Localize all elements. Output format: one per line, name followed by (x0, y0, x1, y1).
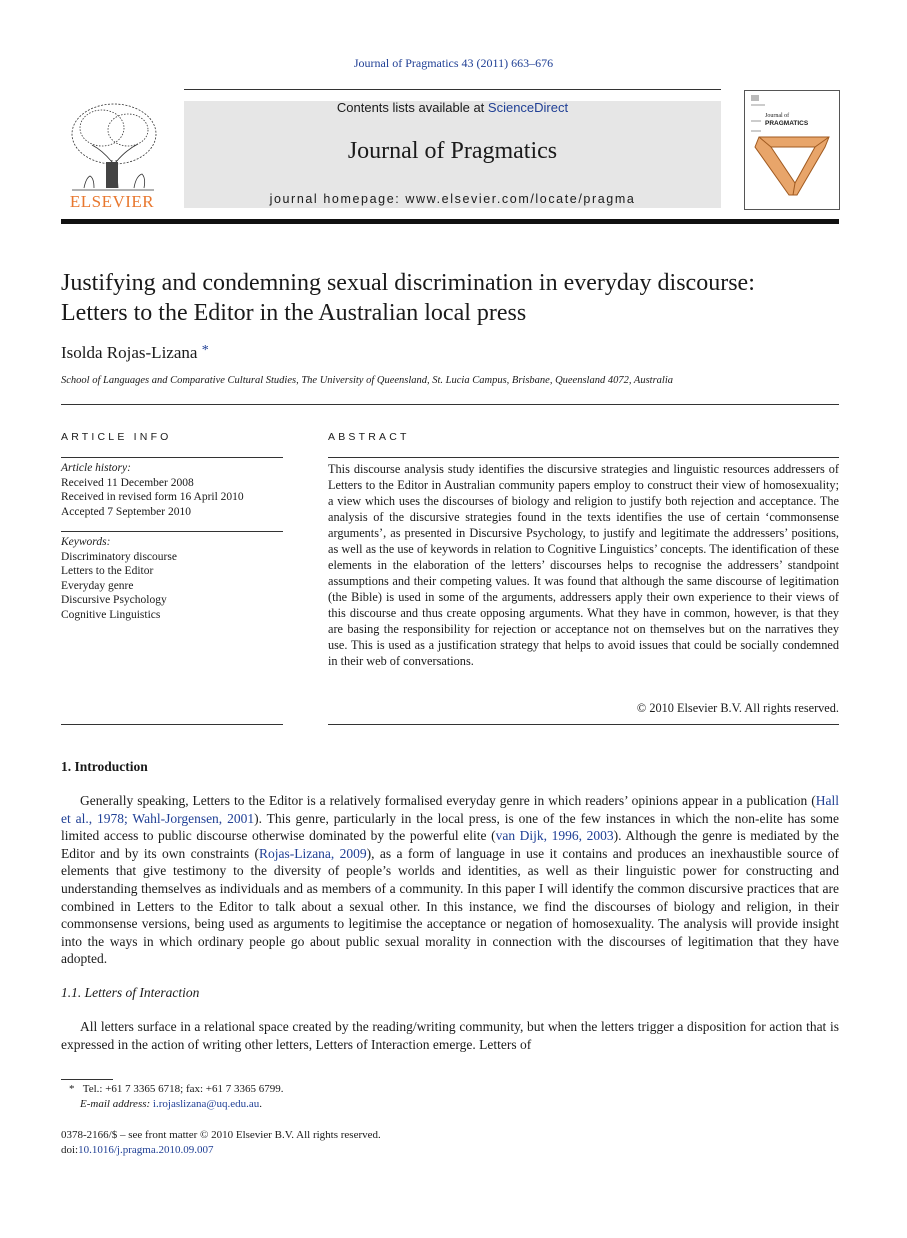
reference-link[interactable]: Rojas-Lizana, 2009 (258, 845, 367, 861)
intro-text: Generally speaking, Letters to the Editor is a relatively formalised everyday genre in which readers’ opinions appear in a publication ( (80, 793, 816, 808)
letters-paragraph (61, 1018, 839, 1053)
abstract-rule-bottom (328, 724, 839, 725)
letters-text: All letters surface in a relational space created by the reading/writing community, but when the letters trigger a disposition for action that is expressed in the action of writing other letters, Letters of Interaction emerge. Letters of (61, 1019, 839, 1052)
reference-link[interactable]: van Dijk, 1996, 2003 (495, 828, 614, 844)
author-affiliation: School of Languages and Comparative Cultural Studies, The University of Queensland, St. Lucia Campus, Brisbane, Queensland 4072, Australia (61, 375, 673, 386)
keywords-label: Keywords: (61, 536, 111, 548)
history-label: Article history: (61, 462, 131, 474)
footnote-tel: Tel.: +61 7 3365 6718; fax: +61 7 3365 6799. (82, 1083, 284, 1095)
header-top-rule (184, 89, 721, 90)
history-received: Received 11 December 2008 (61, 476, 194, 489)
abstract-rule-top (328, 457, 839, 458)
keywords-block (61, 535, 283, 623)
history-accepted: Accepted 7 September 2010 (61, 505, 191, 518)
keyword-item: Letters to the Editor (61, 565, 154, 578)
article-info-rule-top (61, 457, 283, 458)
intro-text: ). This genre, particularly in the local press, is one of the few instances in which the non-elite has some limited access to public discourse otherwise dominated by the powerful elite ( (61, 810, 839, 844)
article-info-rule-bottom (61, 724, 283, 725)
keyword-item: Discursive Psychology (61, 594, 167, 607)
elsevier-wordmark: ELSEVIER (69, 192, 155, 211)
header-bottom-rule (61, 219, 839, 224)
keyword-item: Cognitive Linguistics (61, 608, 161, 621)
article-title-line2: Letters to the Editor in the Australian local press (61, 300, 527, 326)
footnote-mark: * (69, 1083, 75, 1095)
cover-title-bottom: PRAGMATICS (765, 120, 809, 127)
abstract-copyright: © 2010 Elsevier B.V. All rights reserved. (636, 701, 839, 715)
article-info-rule-mid (61, 531, 283, 532)
sciencedirect-link[interactable]: ScienceDirect (487, 100, 569, 115)
article-title-line1: Justifying and condemning sexual discrimination in everyday discourse: (61, 270, 755, 296)
journal-cover (744, 90, 840, 210)
author-name: Isolda Rojas-Lizana (61, 343, 198, 362)
intro-text: ), as a form of language in use it contains and produces an inexhaustible source of elements that give testimony to the diversity of people’s worlds and identities, as well as their linguistic power for constructing and understanding themselves as individuals and as members of a community. In this paper I will identify the common discursive practices that are combined in Letters to the Editor to talk about a sexual other. In this instance, we find the discourses of biology and religion, in their commonsense versions, being used as arguments to legitimise the acceptance or negation of homosexuality. The analysis will provide insight into the ways in which ordinary people go about public sexual morality in connection with the discourses of legitimation that they have adopted. (61, 845, 839, 967)
journal-name: Journal of Pragmatics (347, 138, 558, 164)
footnote (61, 1082, 284, 1112)
publication-info (61, 1128, 381, 1158)
email-link[interactable]: i.rojaslizana@uq.edu.au (152, 1098, 260, 1110)
intro-paragraph (61, 792, 839, 968)
email-end: . (259, 1098, 263, 1110)
keyword-item: Everyday genre (61, 579, 134, 592)
abstract-text: This discourse analysis study identifies the discursive strategies and linguistic resources addressers of Letters to the Editor in Australian community papers employ to construct their view of homosexuality; a view which uses the discourses of biology and religion to justify both rejection and acceptance. The analysis of the discursive strategies found in the texts identifies the use of certain ‘commonsense arguments’, as presented in Discursive Psychology, to justify and legitimate the addressers’ positions, as well as the use of keywords in relation to Cognitive Linguistics’ concepts. The identification of these elements in the elaboration of the letters’ discourses helps to recognise the addressers’ standpoint assumptions and their competing values. It was found that although the same discourse of legitimation (the Bible) is used in some of the arguments, addressers apply their own experience to their views of this discourse and thus create opposing arguments. What they have in common, however, is that they are basing the responsibility for rejection or acceptance not on themselves but on the narratives they use. This is used as a justification strategy that helps to avoid issues that could be socially condemned in their web of conversations. (328, 462, 839, 668)
subsection-heading-letters: 1.1. Letters of Interaction (61, 985, 200, 1000)
author-footnote-mark[interactable]: * (201, 343, 209, 358)
doi-label: doi: (61, 1144, 79, 1156)
article-history (61, 461, 283, 519)
doi-link[interactable]: 10.1016/j.pragma.2010.09.007 (78, 1144, 214, 1156)
footnote-rule (61, 1079, 113, 1080)
intro-text: ). Although the genre is mediated by the Editor and by its own constraints ( (61, 828, 839, 861)
contents-prefix: Contents lists available at (336, 100, 488, 115)
abstract-heading: ABSTRACT (328, 431, 410, 443)
history-revised: Received in revised form 16 April 2010 (61, 491, 244, 504)
article-title (61, 268, 851, 328)
cover-title-top: Journal of (765, 113, 790, 119)
issn-line: 0378-2166/$ – see front matter © 2010 Elsevier B.V. All rights reserved. (61, 1129, 381, 1141)
author-line (61, 343, 209, 363)
journal-homepage[interactable]: journal homepage: www.elsevier.com/locate/pragma (269, 192, 636, 206)
section-heading-introduction: 1. Introduction (61, 759, 148, 774)
keyword-item: Discriminatory discourse (61, 550, 177, 563)
article-info-heading: ARTICLE INFO (61, 431, 172, 443)
contents-line (184, 100, 721, 115)
cover-artwork-icon (745, 91, 839, 209)
journal-citation[interactable]: Journal of Pragmatics 43 (2011) 663–676 (353, 56, 554, 70)
email-label: E-mail address: (80, 1098, 153, 1110)
reference-link[interactable]: Hall et al., 1978; Wahl-Jorgensen, 2001 (61, 793, 839, 826)
affiliation-rule (61, 404, 839, 405)
